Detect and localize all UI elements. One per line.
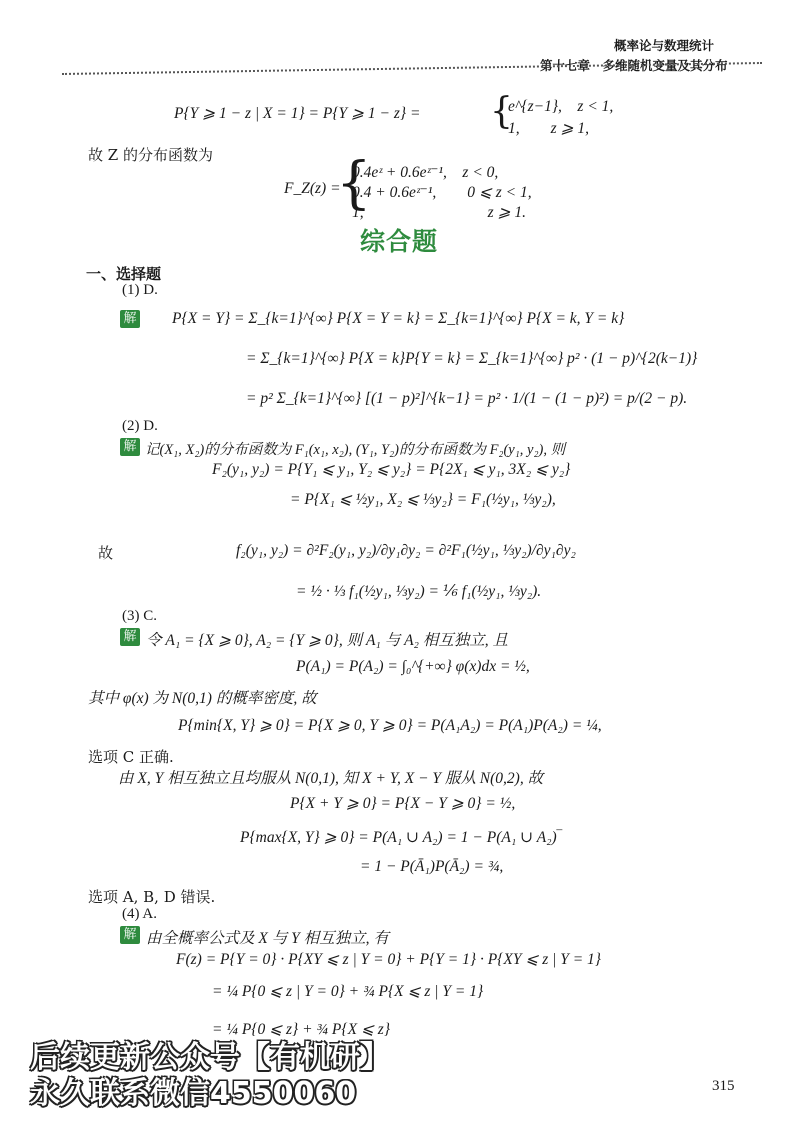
q3-line9: = 1 − P(Ā₁)P(Ā₂) = ¾, bbox=[360, 858, 504, 875]
brace-left: { bbox=[490, 91, 513, 132]
fz-case1: 0.4eᶻ + 0.6eᶻ⁻¹, z < 0, bbox=[352, 164, 499, 181]
section-title: 综合题 bbox=[360, 227, 439, 256]
q2-line5: = ½ · ⅓ f₁(½y₁, ⅓y₂) = ⅙ f₁(½y₁, ⅓y₂). bbox=[296, 583, 542, 600]
q1-line2: = Σ_{k=1}^{∞} P{X = k}P{Y = k} = Σ_{k=1}^{∞} p² · (1 − p)^{2(k−1)} bbox=[246, 350, 698, 367]
eq-conditional-case1: e^{z−1}, z < 1, bbox=[508, 98, 614, 115]
choice-heading: 一、选择题 bbox=[86, 265, 162, 283]
q3-line1: 令 A₁ = {X ⩾ 0}, A₂ = {Y ⩾ 0}, 则 A₁ 与 A₂ 相互独立, 且 bbox=[146, 632, 509, 649]
page-number: 315 bbox=[712, 1078, 735, 1094]
brace-left: { bbox=[336, 151, 372, 216]
q1-number: (1) D. bbox=[122, 282, 158, 298]
q3-line10: 选项 A, B, D 错误. bbox=[88, 888, 216, 906]
q4-line1: 由全概率公式及 X 与 Y 相互独立, 有 bbox=[146, 930, 389, 947]
solve-badge: 解 bbox=[120, 310, 140, 328]
book-title: 概率论与数理统计 bbox=[614, 38, 715, 53]
q2-gu: 故 bbox=[98, 544, 114, 562]
solve-badge: 解 bbox=[120, 628, 140, 646]
intro-text: 故 Z 的分布函数为 bbox=[88, 146, 213, 164]
q3-line5: 选项 C 正确. bbox=[88, 748, 174, 766]
q3-line7: P{X + Y ⩾ 0} = P{X − Y ⩾ 0} = ½, bbox=[290, 795, 516, 812]
q3-line4: P{min{X, Y} ⩾ 0} = P{X ⩾ 0, Y ⩾ 0} = P(A₁A₂) = P(A₁)P(A₂) = ¼, bbox=[178, 717, 602, 734]
q3-line6: 由 X, Y 相互独立且均服从 N(0,1), 知 X + Y, X − Y 服从 N(0,2), 故 bbox=[118, 770, 544, 787]
q4-line4: = ¼ P{0 ⩽ z} + ¾ P{X ⩽ z} bbox=[212, 1021, 391, 1038]
q3-number: (3) C. bbox=[122, 608, 157, 624]
q3-line2: P(A₁) = P(A₂) = ∫₀^{+∞} φ(x)dx = ½, bbox=[296, 658, 530, 675]
q1-line3: = p² Σ_{k=1}^{∞} [(1 − p)²]^{k−1} = p² · 1/(1 − (1 − p)²) = p/(2 − p). bbox=[246, 390, 688, 407]
q4-line3: = ¼ P{0 ⩽ z | Y = 0} + ¾ P{X ⩽ z | Y = 1} bbox=[212, 983, 484, 1000]
q2-line4: f₂(y₁, y₂) = ∂²F₂(y₁, y₂)/∂y₁∂y₂ = ∂²F₁(½y₁, ⅓y₂)/∂y₁∂y₂ bbox=[236, 542, 576, 559]
q3-line3: 其中 φ(x) 为 N(0,1) 的概率密度, 故 bbox=[88, 690, 317, 707]
q2-line3: = P{X₁ ⩽ ½y₁, X₂ ⩽ ⅓y₂} = F₁(½y₁, ⅓y₂), bbox=[290, 491, 556, 508]
fz-lhs: F_Z(z) = bbox=[284, 180, 341, 197]
q2-line1: 记(X₁, X₂)的分布函数为 F₁(x₁, x₂), (Y₁, Y₂)的分布函数为 F₂(y₁, y₂), 则 bbox=[145, 442, 566, 458]
watermark-line2: 永久联系微信4550060 bbox=[30, 1076, 357, 1111]
watermark-line1: 后续更新公众号【有机研】 bbox=[30, 1040, 390, 1075]
fz-case2: 0.4 + 0.6eᶻ⁻¹, 0 ⩽ z < 1, bbox=[352, 184, 532, 201]
q4-number: (4) A. bbox=[122, 906, 157, 922]
q2-number: (2) D. bbox=[122, 418, 158, 434]
q1-line1: P{X = Y} = Σ_{k=1}^{∞} P{X = Y = k} = Σ_{k=1}^{∞} P{X = k, Y = k} bbox=[172, 310, 625, 327]
q3-line8: P{max{X, Y} ⩾ 0} = P(A₁ ∪ A₂) = 1 − P(A₁ ∪ A₂)‾ bbox=[240, 829, 562, 846]
eq-conditional-case2: 1, z ⩾ 1, bbox=[508, 120, 590, 137]
solve-badge: 解 bbox=[120, 438, 140, 456]
eq-conditional-lhs: P{Y ⩾ 1 − z | X = 1} = P{Y ⩾ 1 − z} = bbox=[174, 105, 421, 122]
chapter-title: 第十七章 多维随机变量及其分布 bbox=[540, 58, 728, 73]
fz-case3: 1, z ⩾ 1. bbox=[352, 204, 527, 221]
solve-badge: 解 bbox=[120, 926, 140, 944]
q4-line2: F(z) = P{Y = 0} · P{XY ⩽ z | Y = 0} + P{Y = 1} · P{XY ⩽ z | Y = 1} bbox=[176, 951, 602, 968]
q2-line2: F₂(y₁, y₂) = P{Y₁ ⩽ y₁, Y₂ ⩽ y₂} = P{2X₁ ⩽ y₁, 3X₂ ⩽ y₂} bbox=[212, 461, 571, 478]
